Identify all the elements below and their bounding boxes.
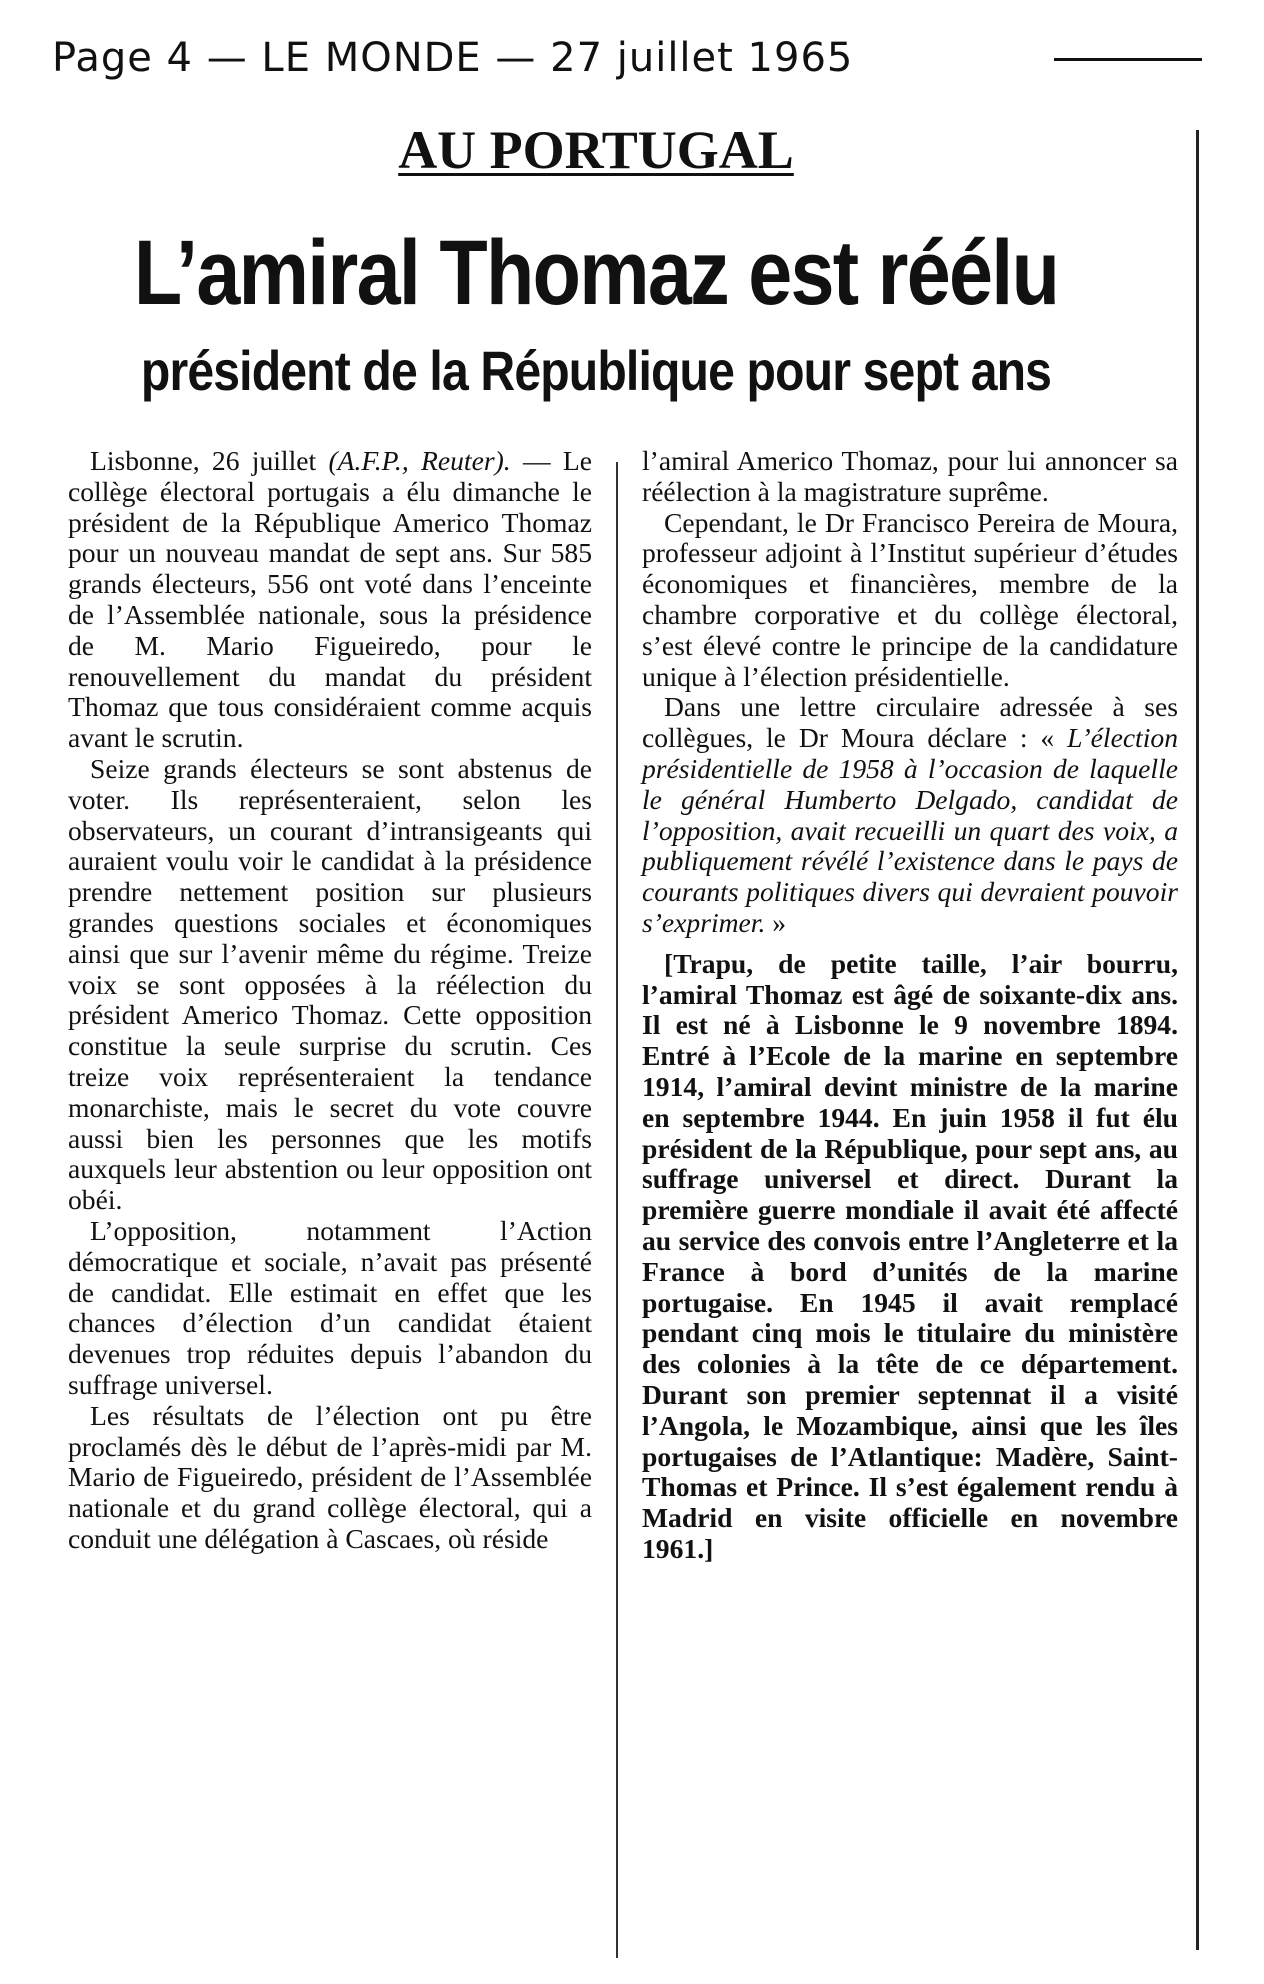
- page-header: [52, 30, 1202, 86]
- page-header-text: Page 4 — LE MONDE — 27 juillet 1965: [52, 35, 854, 81]
- dateline: Lisbonne, 26 juillet: [90, 445, 317, 476]
- paragraph-letter: [642, 692, 1178, 938]
- column-divider: [616, 462, 618, 1958]
- news-source: (A.F.P., Reuter).: [328, 445, 511, 476]
- header-rule: [1054, 58, 1202, 61]
- paragraph-opposition: L’opposition, notamment l’Action démocratique et sociale, n’avait pas présenté de candidat. Elle estimait en effet que les chances d’élection d’un candidat étaient devenues trop réduites depuis l’abandon du suffrage universel.: [68, 1214, 592, 1400]
- paragraph-abstentions: Seize grands électeurs se sont abstenus de voter. Ils représenteraient, selon les observateurs, un courant d’intransigeants qui auraient voulu voir le candidat à la présidence prendre nettement position sur plusieurs grandes questions sociales et économiques ainsi que sur l’avenir même du régime. Treize voix se sont opposées à la réélection du président Americo Thomaz. Cette opposition constitue la seule surprise du scrutin. Ces treize voix représenteraient la tendance monarchiste, mais le secret du vote couvre aussi bien les personnes que les motifs auxquels leur abstention ou leur opposition ont obéi.: [68, 752, 592, 1216]
- right-column-rule: [1196, 130, 1199, 1950]
- lead-text: — Le collège électoral portugais a élu dimanche le président de la République Americo Thomaz pour un nouveau mandat de sept ans. Sur 585 grands électeurs, 556 ont voté dans l’enceinte de l’Assemblée nationale, sous la présidence de M. Mario Figueiredo, pour le renouvellement du mandat du président Thomaz que tous considéraient comme acquis avant le scrutin.: [68, 445, 592, 754]
- paragraph-results: Les résultats de l’élection ont pu être proclamés dès le début de l’après-midi par M. Mario de Figueiredo, président de l’Assemblée nationale et du grand collège électoral, qui a conduit une délégation à Cascaes, où réside: [68, 1399, 592, 1554]
- article-column-1: [68, 446, 592, 1555]
- lead-paragraph: [68, 446, 592, 754]
- kicker-text: AU PORTUGAL: [398, 120, 794, 180]
- letter-intro: Dans une lettre circulaire adressée à ses collègues, le Dr Moura déclare : «: [642, 691, 1178, 754]
- paragraph-moura: Cependant, le Dr Francisco Pereira de Moura, professeur adjoint à l’Institut supérieur d’études économiques et financières, membre de la chambre corporative et du collège électoral, s’est élevé contre le principe de la candidature unique à l’élection présidentielle.: [642, 506, 1178, 692]
- letter-quote: L’élection présidentielle de 1958 à l’occasion de laquelle le général Humberto Delgado, candidat de l’opposition, avait recueilli un quart des voix, a publiquement révélé l’existence dans le pays de courants politiques divers qui devraient pouvoir s’exprimer.: [642, 722, 1178, 938]
- article-headline: L’amiral Thomaz est réélu: [133, 222, 1059, 324]
- biography-note: [Trapu, de petite taille, l’air bourru, l’amiral Thomaz est âgé de soixante-dix ans. Il est né à Lisbonne le 9 novembre 1894. Entré à l’Ecole de la marine en septembre 1914, l’amiral devint ministre de la marine en septembre 1944. En juin 1958 il fut élu président de la République, pour sept ans, au suffrage universel et direct. Durant la première guerre mondiale il avait été affecté au service des convois entre l’Angleterre et la France à bord d’unités de la marine portugaise. En 1945 il avait remplacé pendant cinq mois le titulaire du ministère des colonies à la tête de ce département. Durant son premier septennat il a visité l’Angola, le Mozambique, ainsi que les îles portugaises de l’Atlantique: Madère, Saint-Thomas et Prince. Il s’est également rendu à Madrid en visite officielle en novembre 1961.]: [642, 947, 1178, 1564]
- article-subheadline: président de la République pour sept ans: [140, 339, 1052, 402]
- article-kicker: [0, 118, 1192, 182]
- article-column-2: [642, 446, 1178, 1565]
- letter-close: »: [765, 906, 787, 938]
- paragraph-continuation: l’amiral Americo Thomaz, pour lui annoncer sa réélection à la magistrature suprême.: [642, 445, 1178, 507]
